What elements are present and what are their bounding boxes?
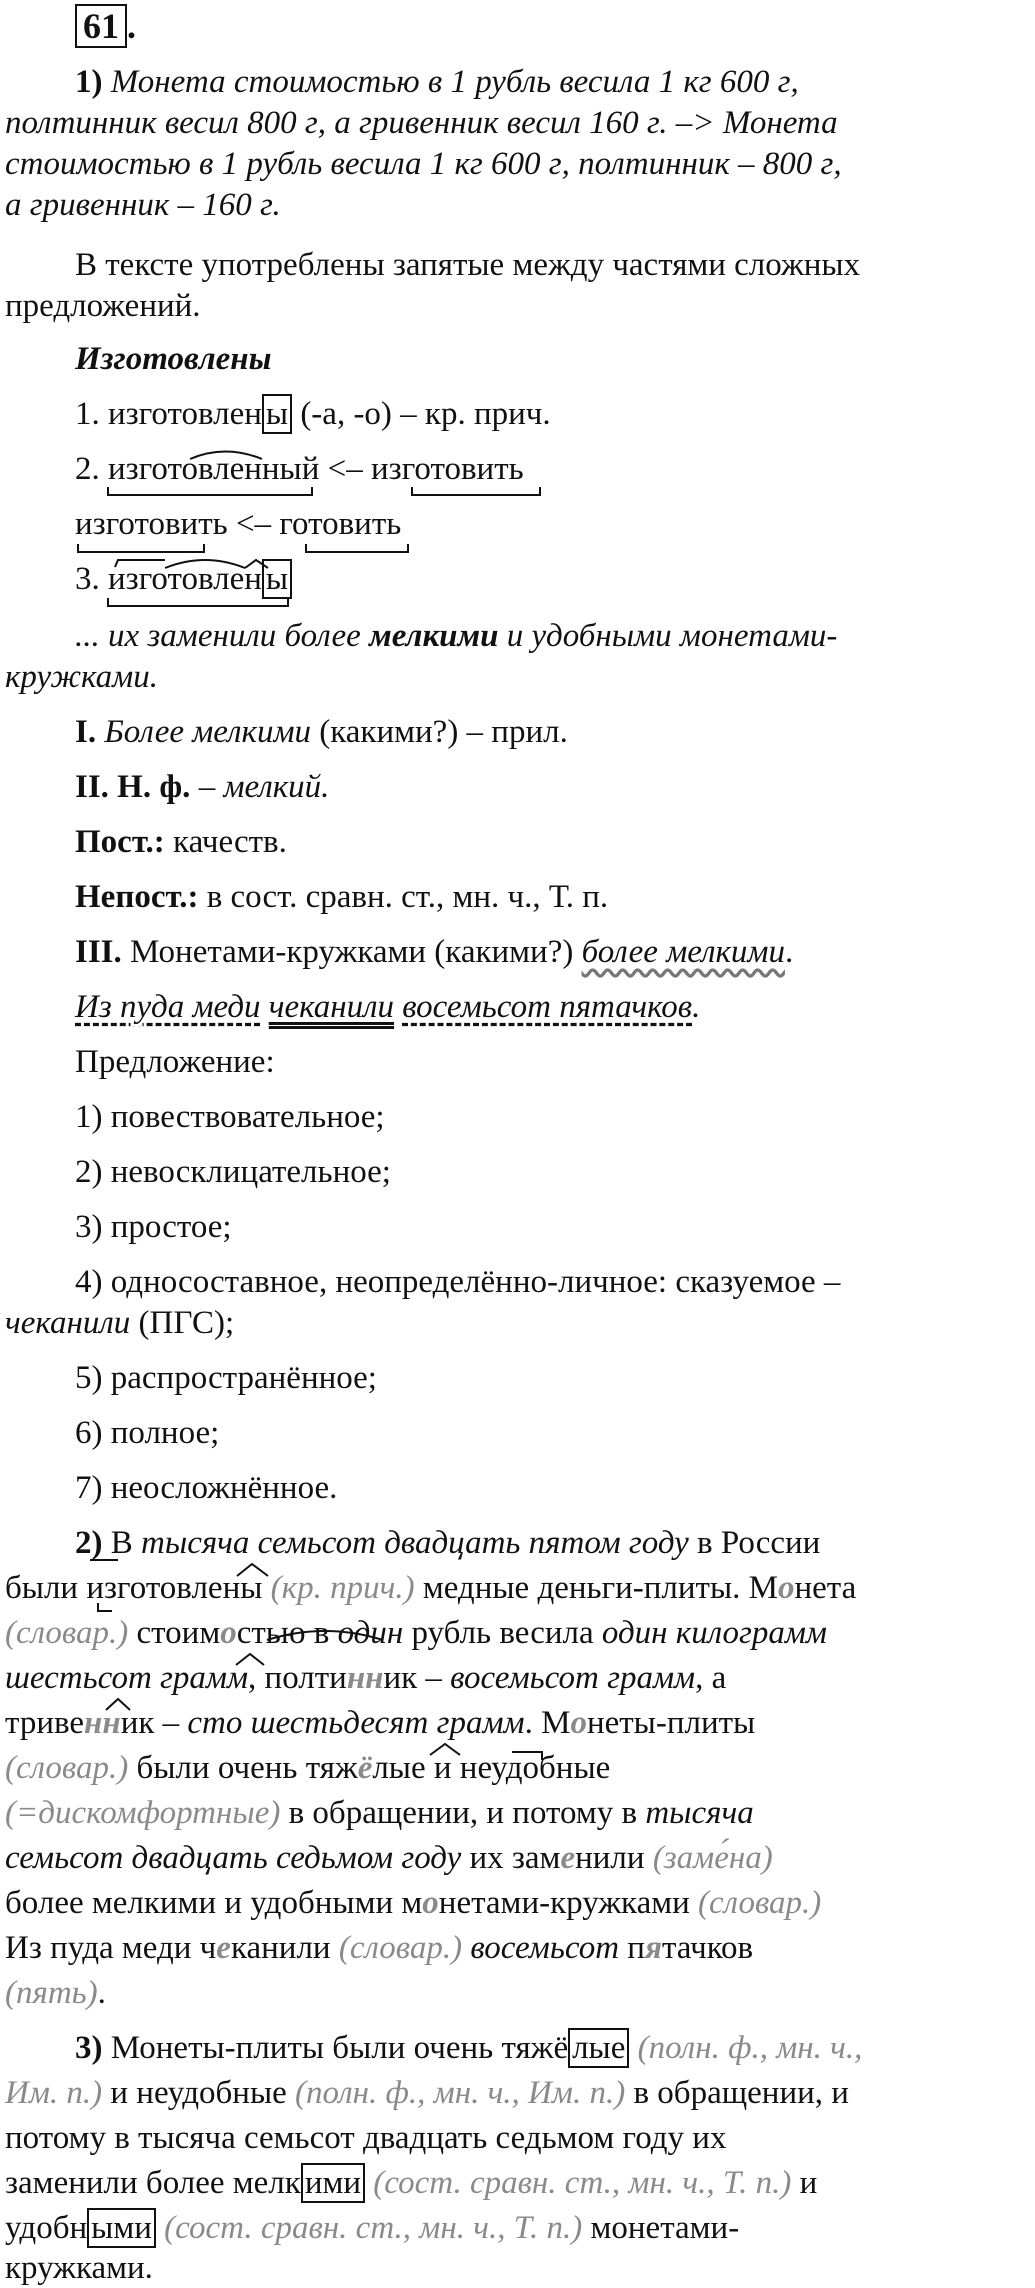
part1-line1 bbox=[75, 62, 1035, 102]
quote-line-1: ... их заменили более мелкими и удобными монетами- bbox=[75, 618, 838, 654]
part3-marker: 3) bbox=[75, 2030, 103, 2066]
morph-3: Пост.: качеств. bbox=[75, 824, 287, 860]
word-analysis-1: 1. изготовлен ы (-а, -о) – кр. прич. bbox=[75, 396, 551, 432]
ending-box: ы bbox=[262, 559, 292, 599]
part2-line4: шестьсот грамм, полтинник – восемьсот грамм, а bbox=[5, 1660, 727, 1696]
part3-line5: удобн ыми (сост. сравн. ст., мн. ч., Т. п.) монетами- bbox=[5, 2210, 740, 2246]
sentence-prop-1: 1) повествовательное; bbox=[75, 1099, 385, 1135]
ending-box: лые bbox=[568, 2028, 629, 2068]
sentence-prop-2: 2) невосклицательное; bbox=[75, 1154, 391, 1190]
stem-bracket bbox=[306, 544, 408, 552]
part2-line3: (словар.) стоимостью в один рубль весила один килограмм bbox=[5, 1615, 827, 1651]
part2-line6: (словар.) были очень тяжёлые и неудобные bbox=[5, 1750, 611, 1786]
part1-line3: стоимостью в 1 рубль весила 1 кг 600 г, полтинник – 800 г, bbox=[5, 146, 842, 182]
part3-line1: 3) Монеты-плиты были очень тяжё лые (полн. ф., мн. ч., bbox=[75, 2030, 863, 2066]
sentence-prop-4: 4) односоставное, неопределённо-личное: сказуемое – bbox=[75, 1264, 841, 1300]
ending-box: ыми bbox=[87, 2208, 156, 2248]
ending-box: ими bbox=[301, 2163, 365, 2203]
part1-text-1: Монета стоимостью в 1 рубль весила 1 кг 600 г, bbox=[110, 64, 799, 100]
part3-line3: потому в тысяча семьсот двадцать седьмом году их bbox=[5, 2120, 727, 2156]
part2-line10: Из пуда меди чеканили (словар.) восемьсот пятачков bbox=[5, 1930, 754, 1966]
morph-5: III. Монетами-кружками (какими?) более мелкими. bbox=[75, 934, 794, 970]
part2-line2: были изготовлены (кр. прич.) медные деньги-плиты. Монета bbox=[5, 1570, 857, 1606]
morph-1: I. Более мелкими (какими?) – прил. bbox=[75, 714, 568, 750]
part2-line5: тривенник – сто шестьдесят грамм. Монеты-плиты bbox=[5, 1705, 756, 1741]
comma-note-1: В тексте употреблены запятые между частями сложных bbox=[75, 247, 861, 283]
task-header: 61 . bbox=[75, 6, 1035, 48]
parsed-sentence: Из пуда меди чеканили восемьсот пятачков. bbox=[75, 989, 701, 1025]
part1-marker: 1) bbox=[75, 64, 103, 100]
morph-2: II. Н. ф. – мелкий. bbox=[75, 769, 330, 805]
part1-line2: полтинник весил 800 г, а гривенник весил 160 г. –> Монета bbox=[5, 105, 838, 141]
object-underline: восемьсот пятачков bbox=[402, 989, 693, 1025]
comma-note-2: предложений. bbox=[5, 288, 201, 324]
sentence-prop-4b: чеканили (ПГС); bbox=[5, 1305, 235, 1341]
quote-line-2: кружками. bbox=[5, 659, 158, 695]
sentence-prop-3: 3) простое; bbox=[75, 1209, 232, 1245]
sentence-prop-7: 7) неосложнённое. bbox=[75, 1470, 338, 1506]
word-analysis-3: 3. изготовлен ы bbox=[75, 559, 1035, 599]
sentence-prop-5: 5) распространённое; bbox=[75, 1360, 377, 1396]
task-number: 61 bbox=[83, 6, 119, 46]
part2-line9: более мелкими и удобными монетами-кружками (словар.) bbox=[5, 1885, 822, 1921]
part2-line8: семьсот двадцать седьмом году их заменили (заме́на) bbox=[5, 1840, 773, 1876]
part3-line6: кружками. bbox=[5, 2250, 153, 2286]
stem-bracket bbox=[108, 598, 288, 606]
part2-line7: (=дискомфортные) в обращении, и потому в тысяча bbox=[5, 1795, 754, 1831]
stem-bracket bbox=[78, 544, 204, 552]
part1-line4: а гривенник – 160 г. bbox=[5, 187, 281, 223]
adverbial-underline: Из пуда меди bbox=[75, 989, 261, 1025]
part2-marker: 2) bbox=[75, 1525, 103, 1561]
part2-line11: (пять). bbox=[5, 1975, 106, 2011]
part3-line2: Им. п.) и неудобные (полн. ф., мн. ч., Им. п.) в обращении, и bbox=[5, 2075, 849, 2111]
part2-line1: 2) В тысяча семьсот двадцать пятом году в России bbox=[75, 1525, 821, 1561]
word-analysis-2b: изготовить <– готовить bbox=[75, 506, 402, 542]
predicate-underline: чеканили bbox=[268, 989, 395, 1025]
part3-line4: заменили более мелк ими (сост. сравн. ст., мн. ч., Т. п.) и bbox=[5, 2165, 818, 2201]
sentence-title: Предложение: bbox=[75, 1044, 275, 1080]
ending-box: ы bbox=[262, 394, 292, 434]
sentence-prop-6: 6) полное; bbox=[75, 1415, 220, 1451]
word-title: Изготовлены bbox=[75, 341, 272, 377]
morph-4: Непост.: в сост. сравн. ст., мн. ч., Т. п. bbox=[75, 879, 609, 915]
word-analysis-2: 2. изготовленный <– изготовить bbox=[75, 451, 524, 487]
task-number-box bbox=[75, 4, 127, 48]
